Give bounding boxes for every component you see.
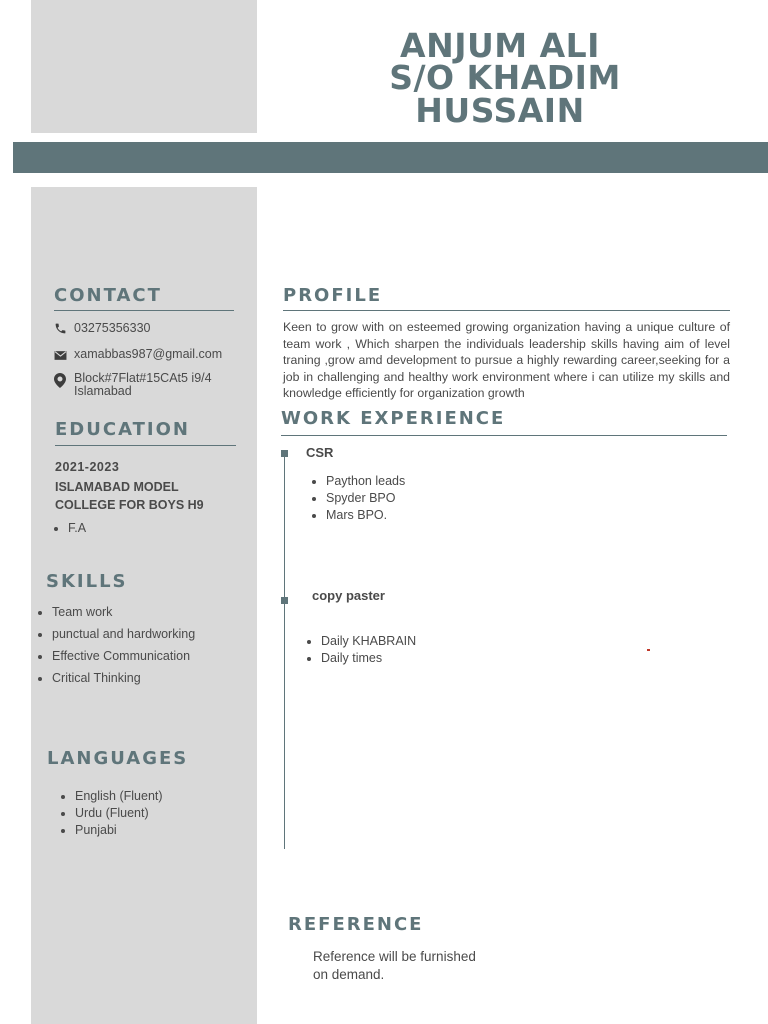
job-item: • Daily KHABRAIN (321, 633, 416, 650)
email-text: xamabbas987@gmail.com (74, 347, 223, 361)
photo-placeholder (31, 0, 257, 133)
reference-text (313, 948, 476, 984)
skill-item: • punctual and hardworking (52, 623, 195, 645)
job-title-csr: CSR (306, 445, 334, 460)
education-heading: EDUCATION (55, 419, 190, 440)
language-item: • Urdu (Fluent) (75, 805, 163, 822)
header-band (13, 142, 768, 173)
education-school (55, 478, 204, 514)
languages-heading: LANGUAGES (47, 748, 189, 769)
contact-phone (54, 321, 150, 335)
name-line-1: ANJUM ALI (400, 26, 600, 65)
skill-item: • Team work (52, 601, 195, 623)
languages-list (61, 788, 163, 839)
work-heading: WORK EXPERIENCE (281, 408, 506, 429)
job-item: • Daily times (321, 650, 416, 667)
profile-text: Keen to grow with on esteemed growing organization having a unique culture of team work , Which sharpen the individuals leadership skills having aim of level traning ,grow amd development to pursue a highly rewarding career,seeking for a job in challenging and healthy work environment where i can utilize my skills and knowledge efficiently for organization growth (283, 320, 730, 400)
education-rule (55, 445, 236, 446)
language-item: • Punjabi (75, 822, 163, 839)
education-years: 2021-2023 (55, 460, 120, 474)
job-item: • Spyder BPO (326, 490, 405, 507)
email-icon (54, 348, 68, 362)
school-line-1: ISLAMABAD MODEL (55, 480, 179, 494)
timeline-line (284, 452, 285, 849)
skills-heading: SKILLS (46, 571, 128, 592)
skill-item: • Effective Communication (52, 645, 195, 667)
job-marker (281, 597, 288, 604)
name-line-3: HUSSAIN (415, 91, 585, 130)
work-rule (281, 435, 727, 436)
contact-rule (54, 310, 234, 311)
stray-mark (647, 649, 650, 651)
job-marker (281, 450, 288, 457)
education-item: • F.A (68, 517, 86, 539)
education-list (54, 517, 86, 539)
phone-text: 03275356330 (74, 321, 151, 335)
profile-heading: PROFILE (283, 285, 383, 306)
job-item: • Paython leads (326, 473, 405, 490)
language-item: • English (Fluent) (75, 788, 163, 805)
phone-icon (54, 322, 68, 336)
job-item: • Mars BPO. (326, 507, 405, 524)
name-line-2: S/O KHADIM (389, 58, 621, 97)
reference-line-1: Reference will be furnished (313, 949, 476, 964)
contact-address (54, 372, 212, 398)
location-pin-icon (54, 373, 68, 387)
address-line-1: Block#7Flat#15CAt5 i9/4 (74, 371, 212, 385)
job-list-csr (312, 473, 405, 524)
school-line-2: COLLEGE FOR BOYS H9 (55, 498, 204, 512)
job-title-copy-paster: copy paster (312, 588, 385, 603)
address-text (74, 372, 212, 398)
profile-rule (283, 310, 730, 311)
contact-heading: CONTACT (54, 285, 162, 306)
skills-list (38, 601, 195, 689)
address-line-2: Islamabad (74, 384, 132, 398)
reference-line-2: on demand. (313, 967, 385, 982)
job-list-copy-paster (307, 633, 416, 667)
contact-email (54, 347, 222, 361)
skill-item: • Critical Thinking (52, 667, 195, 689)
reference-heading: REFERENCE (288, 914, 424, 935)
